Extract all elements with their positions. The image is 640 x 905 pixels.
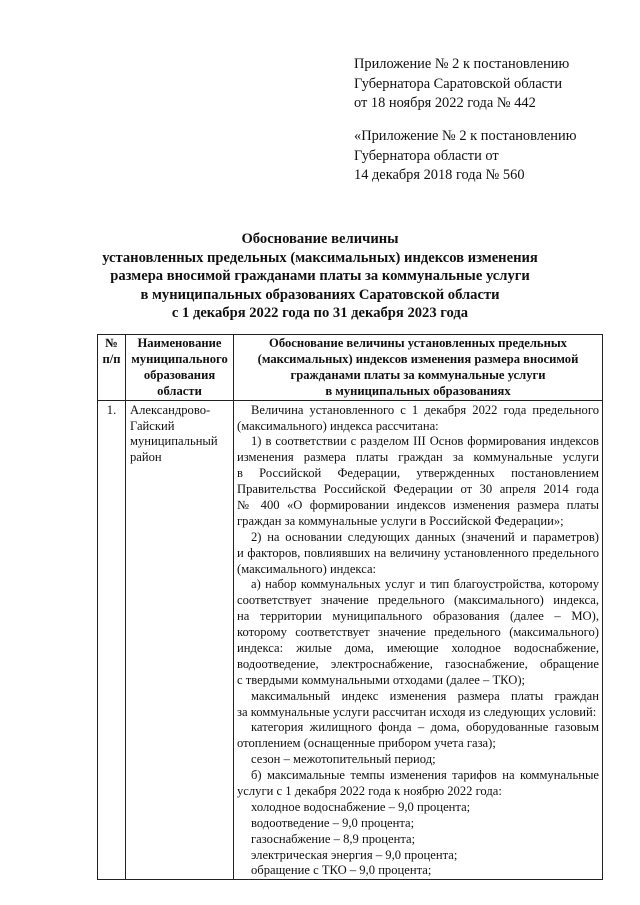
text-line: 1) в соответствии с разделом III Основ формирования индексов bbox=[251, 434, 599, 449]
text-line: (максимального) индекса рассчитана: bbox=[237, 418, 439, 433]
text-line: которому соответствует значение предельного (максимального) bbox=[237, 625, 599, 640]
appendix-line: Губернатора области от bbox=[354, 147, 499, 164]
header-number: № п/п bbox=[98, 335, 126, 401]
text-line: сезон – межотопительный период; bbox=[251, 752, 436, 767]
title-line: размера вносимой гражданами платы за коммунальные услуги bbox=[110, 268, 530, 285]
appendix-line: Губернатора Саратовской области bbox=[354, 75, 563, 92]
text-line: и факторов, повлиявших на величину установленного предельного bbox=[237, 545, 599, 560]
appendix-line: Приложение № 2 к постановлению bbox=[354, 56, 570, 72]
title-line: в муниципальных образованиях Саратовской области bbox=[140, 286, 500, 303]
text-line: в Российской Федерации, утвержденных постановлением bbox=[237, 466, 599, 481]
document-title bbox=[90, 230, 550, 323]
text-line: изменения размера платы граждан за коммунальные услуги bbox=[237, 450, 599, 465]
text-line: Величина установленного с 1 декабря 2022 года предельного bbox=[251, 402, 599, 417]
text-line: а) набор коммунальных услуг и тип благоустройства, которому bbox=[251, 577, 599, 592]
table-header-row bbox=[98, 335, 603, 401]
text-line: газоснабжение – 8,9 процента; bbox=[251, 831, 416, 846]
text-line: электрическая энергия – 9,0 процента; bbox=[251, 847, 458, 862]
text-line: максимальный индекс изменения размера платы граждан bbox=[251, 688, 599, 703]
text-line: 2) на основании следующих данных (значений и параметров) bbox=[251, 529, 599, 544]
row-number: 1. bbox=[98, 400, 126, 880]
title-line: Обоснование величины bbox=[241, 231, 399, 247]
text-line: водоотведение – 9,0 процента; bbox=[251, 815, 415, 830]
text-line: (максимального) индекса: bbox=[237, 561, 377, 576]
appendix-line: от 18 ноября 2022 года № 442 bbox=[354, 95, 536, 112]
text-line: холодное водоснабжение – 9,0 процента; bbox=[251, 799, 471, 814]
header-justification: Обоснование величины установленных предельных (максимальных) индексов изменения размера вносимой гражданами платы за коммунальные услуги в муниципальных образованиях bbox=[234, 335, 603, 401]
text-line: услуги с 1 декабря 2022 года к ноябрю 2022 года: bbox=[237, 784, 502, 798]
table-row bbox=[98, 400, 603, 880]
text-line: категория жилищного фонда – дома, оборудованные газовым bbox=[251, 720, 599, 735]
text-line: индекса: жилые дома, имеющие холодное водоснабжение, bbox=[237, 640, 599, 655]
appendix-line: «Приложение № 2 к постановлению bbox=[354, 128, 577, 144]
text-line: граждан за коммунальные услуги в Российской Федерации»; bbox=[237, 513, 564, 528]
text-line: за коммунальные услуги рассчитан исходя из следующих условий: bbox=[237, 704, 597, 719]
text-line: на территории муниципального образования (далее – МО), bbox=[237, 609, 599, 624]
title-line: с 1 декабря 2022 года по 31 декабря 2023 года bbox=[171, 305, 469, 322]
text-line: соответствует значение предельного (максимального) индекса, bbox=[237, 593, 599, 608]
text-line: водоотведение, электроснабжение, газоснабжение, обращение bbox=[237, 656, 599, 671]
text-line: Правительства Российской Федерации от 30 апреля 2014 года bbox=[237, 482, 599, 497]
text-line: отоплением (оснащенные прибором учета газа); bbox=[237, 736, 496, 751]
title-line: установленных предельных (максимальных) индексов изменения bbox=[102, 249, 538, 266]
text-line: № 400 «О формировании индексов изменения размера платы bbox=[237, 497, 599, 512]
header-name: Наименование муниципального образования области bbox=[126, 335, 234, 401]
text-line: с твердыми коммунальными отходами (далее – ТКО); bbox=[237, 672, 526, 687]
text-line: б) максимальные темпы изменения тарифов на коммунальные bbox=[251, 768, 599, 783]
quoted-appendix-note bbox=[354, 127, 576, 186]
appendix-line: 14 декабря 2018 года № 560 bbox=[354, 167, 525, 184]
row-municipality-name: Александрово- Гайский муниципальный район bbox=[126, 400, 234, 880]
text-line: обращение с ТКО – 9,0 процента; bbox=[251, 863, 432, 878]
row-justification-text bbox=[234, 400, 603, 880]
justification-table bbox=[97, 334, 603, 880]
appendix-note bbox=[354, 55, 569, 114]
